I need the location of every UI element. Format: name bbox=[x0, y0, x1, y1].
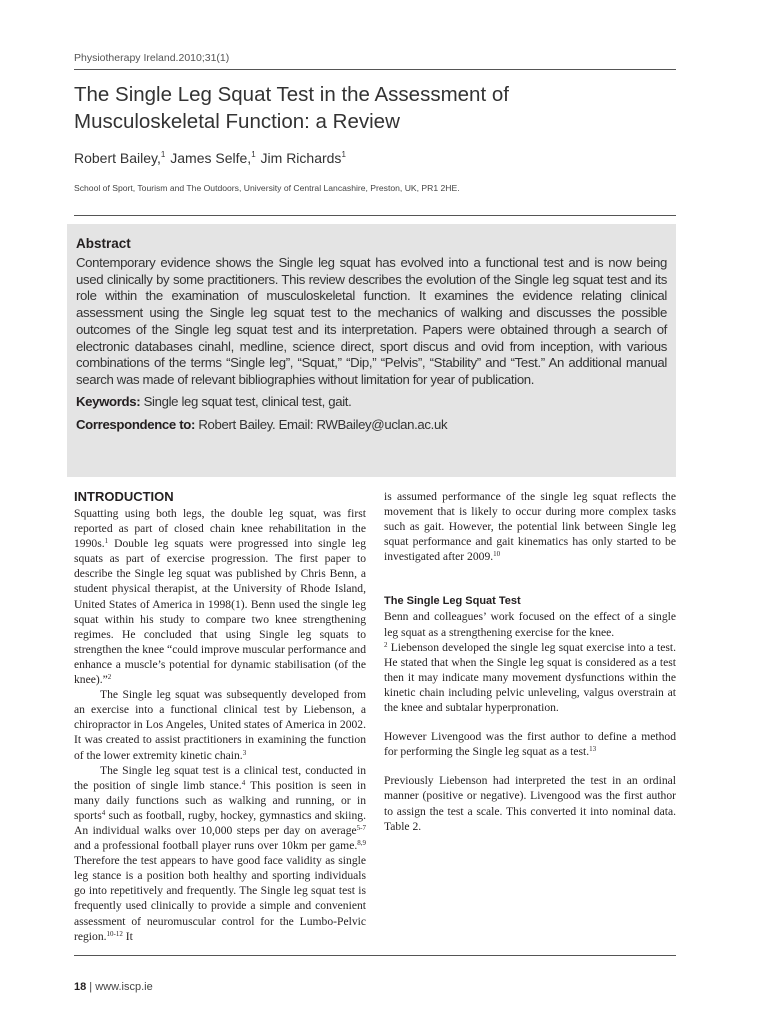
abstract-text: Contemporary evidence shows the Single leg squat has evolved into a functional test and is now being used clinically by some practitioners. This review describes the evolution of the Single leg squat test and its role within the examination of musculoskeletal function. It examines the evidence relating clinical assessment using the Single leg squat test to the mechanics of walking and discusses the possible outcomes of the Single leg squat test and its interpretation. Papers were obtained through a search of electronic databases cinahl, medline, science direct, sport discus and ovid from inception, with various combinations of the terms “Single leg”, “Squat,” “Dip,” “Pelvis”, “Stability” and “Test.” An additional manual search was made of relevant bibliographies without limitation for year of publication. bbox=[76, 255, 667, 387]
text-run: Benn and colleagues’ work focused on the effect of a single leg squat as a strengthening exercise for the knee. bbox=[384, 610, 676, 639]
author-name: Jim Richards bbox=[260, 150, 342, 166]
citation-mark: 4 bbox=[101, 808, 106, 817]
text-run: The Single leg squat test is a clinical test, conducted in the position of single limb stance. bbox=[74, 763, 366, 792]
page-footer bbox=[74, 981, 153, 993]
author-affiliation-mark: 1 bbox=[341, 150, 346, 159]
author-affiliation-mark: 1 bbox=[160, 150, 166, 159]
author-affiliation-mark: 1 bbox=[251, 150, 256, 159]
text-run: Squatting using both legs, the double leg squat, was first reported as part of closed chain knee rehabilitation in the 1990s. bbox=[74, 507, 366, 551]
footer-rule bbox=[74, 955, 676, 956]
spacer bbox=[384, 759, 676, 773]
right-paragraph-4: Previously Liebenson had interpreted the test in an ordinal manner (positive or negative). Livengood was the first author to assign the test a scale. This converted it into nominal data. Table 2. bbox=[384, 774, 676, 833]
intro-paragraph-1 bbox=[74, 506, 366, 687]
footer-url[interactable]: www.iscp.ie bbox=[95, 981, 153, 993]
text-run: This position is seen in many daily functions such as walking and running, or in sports bbox=[74, 778, 367, 822]
text-run: such as football, rugby, hockey, gymnastics and skiing. An individual walks over 10,000 steps per day on average bbox=[74, 808, 366, 837]
header-rule bbox=[74, 69, 676, 70]
text-run: Liebenson developed the single leg squat exercise into a test. He stated that when the Single leg squat is considered as a test then it may indicate many movement dysfunctions within the kinetic chain including pelvic unleveling, valgus overstrain at the knee and subtalar hyperpronation. bbox=[384, 640, 676, 715]
author-name: Robert Bailey, bbox=[74, 150, 161, 166]
intro-paragraph-3 bbox=[74, 763, 366, 944]
citation-mark: 3 bbox=[242, 748, 247, 757]
correspondence-label: Correspondence to: bbox=[76, 416, 195, 432]
text-run: Therefore the test appears to have good face validity as single leg stance is a position both healthy and sporting individuals go into repetitively and frequently. The Single leg squat test is frequently used clinically to provide a simple and convenient assessment of neuromuscular control for the Lumbo-Pelvic region. bbox=[74, 854, 366, 943]
spacer bbox=[384, 715, 676, 729]
footer-separator: | bbox=[86, 981, 96, 993]
text-run: It bbox=[122, 929, 133, 943]
introduction-heading: INTRODUCTION bbox=[74, 489, 174, 504]
citation-mark: 13 bbox=[589, 745, 597, 754]
intro-paragraph-2 bbox=[74, 687, 366, 762]
article-title bbox=[74, 81, 694, 135]
title-line-1: The Single Leg Squat Test in the Assessment of bbox=[74, 83, 509, 106]
text-run: and a professional football player runs over 10km per game. bbox=[74, 839, 358, 853]
right-column bbox=[384, 489, 676, 834]
text-run: However Livengood was the first author to define a method for performing the Single leg squat as a test. bbox=[384, 730, 676, 759]
keywords-line bbox=[76, 393, 667, 410]
citation-mark: 1 bbox=[104, 537, 109, 546]
right-paragraph-3 bbox=[384, 729, 676, 759]
right-paragraph-2 bbox=[384, 609, 676, 715]
author-name: James Selfe, bbox=[170, 150, 252, 166]
text-run: is assumed performance of the single leg squat reflects the movement that is likely to occur during more complex tasks such as gait. However, the potential link between Single leg squat performance and gait kinematics has only started to be investigated after 2009. bbox=[384, 490, 676, 564]
keywords-label: Keywords: bbox=[76, 393, 141, 409]
affiliation: School of Sport, Tourism and The Outdoors, University of Central Lancashire, Preston, UK, PR1 2HE. bbox=[74, 183, 460, 193]
citation-mark: 2 bbox=[384, 640, 388, 649]
abstract-box bbox=[67, 224, 676, 477]
keywords-value: Single leg squat test, clinical test, gait. bbox=[143, 393, 352, 409]
correspondence-value: Robert Bailey. Email: RWBailey@uclan.ac.uk bbox=[198, 416, 448, 432]
left-column bbox=[74, 488, 366, 944]
abstract-heading: Abstract bbox=[76, 236, 131, 251]
section-subheading: The Single Leg Squat Test bbox=[384, 595, 521, 608]
citation-mark: 10 bbox=[493, 550, 501, 559]
correspondence-line bbox=[76, 416, 667, 433]
journal-reference: Physiotherapy Ireland.2010;31(1) bbox=[74, 52, 230, 64]
right-paragraph-1 bbox=[384, 489, 676, 564]
citation-mark: 10-12 bbox=[106, 929, 123, 938]
citation-mark: 8,9 bbox=[357, 839, 366, 848]
citation-mark: 2 bbox=[107, 673, 112, 682]
page-number: 18 bbox=[74, 981, 87, 993]
citation-mark: 5-7 bbox=[356, 823, 366, 832]
spacer bbox=[384, 564, 676, 594]
citation-mark: 4 bbox=[241, 778, 246, 787]
abstract-top-rule bbox=[74, 215, 676, 216]
author-list bbox=[74, 150, 347, 166]
text-run: Double leg squats were progressed into single leg squats as part of exercise progression. The first paper to describe the Single leg squat was published by Chris Benn, a student physical therapist, at the University of Rhode Island, United States of America in 1998(1). Benn used the single leg squat within his study to compare two knee strengthening regimes. He concluded that using Single leg squats to strengthen the knee “could improve muscular performance and enhance a muscle’s potential for dynamic stabilisation (of the knee).” bbox=[74, 537, 366, 687]
title-line-2: Musculoskeletal Function: a Review bbox=[74, 110, 400, 133]
text-run: The Single leg squat was subsequently developed from an exercise into a functional clinical test by Liebenson, a chiropractor in Los Angeles, United states of America in 2002. It was created to assist practitioners in examining the function of the lower extremity kinetic chain. bbox=[74, 688, 366, 762]
